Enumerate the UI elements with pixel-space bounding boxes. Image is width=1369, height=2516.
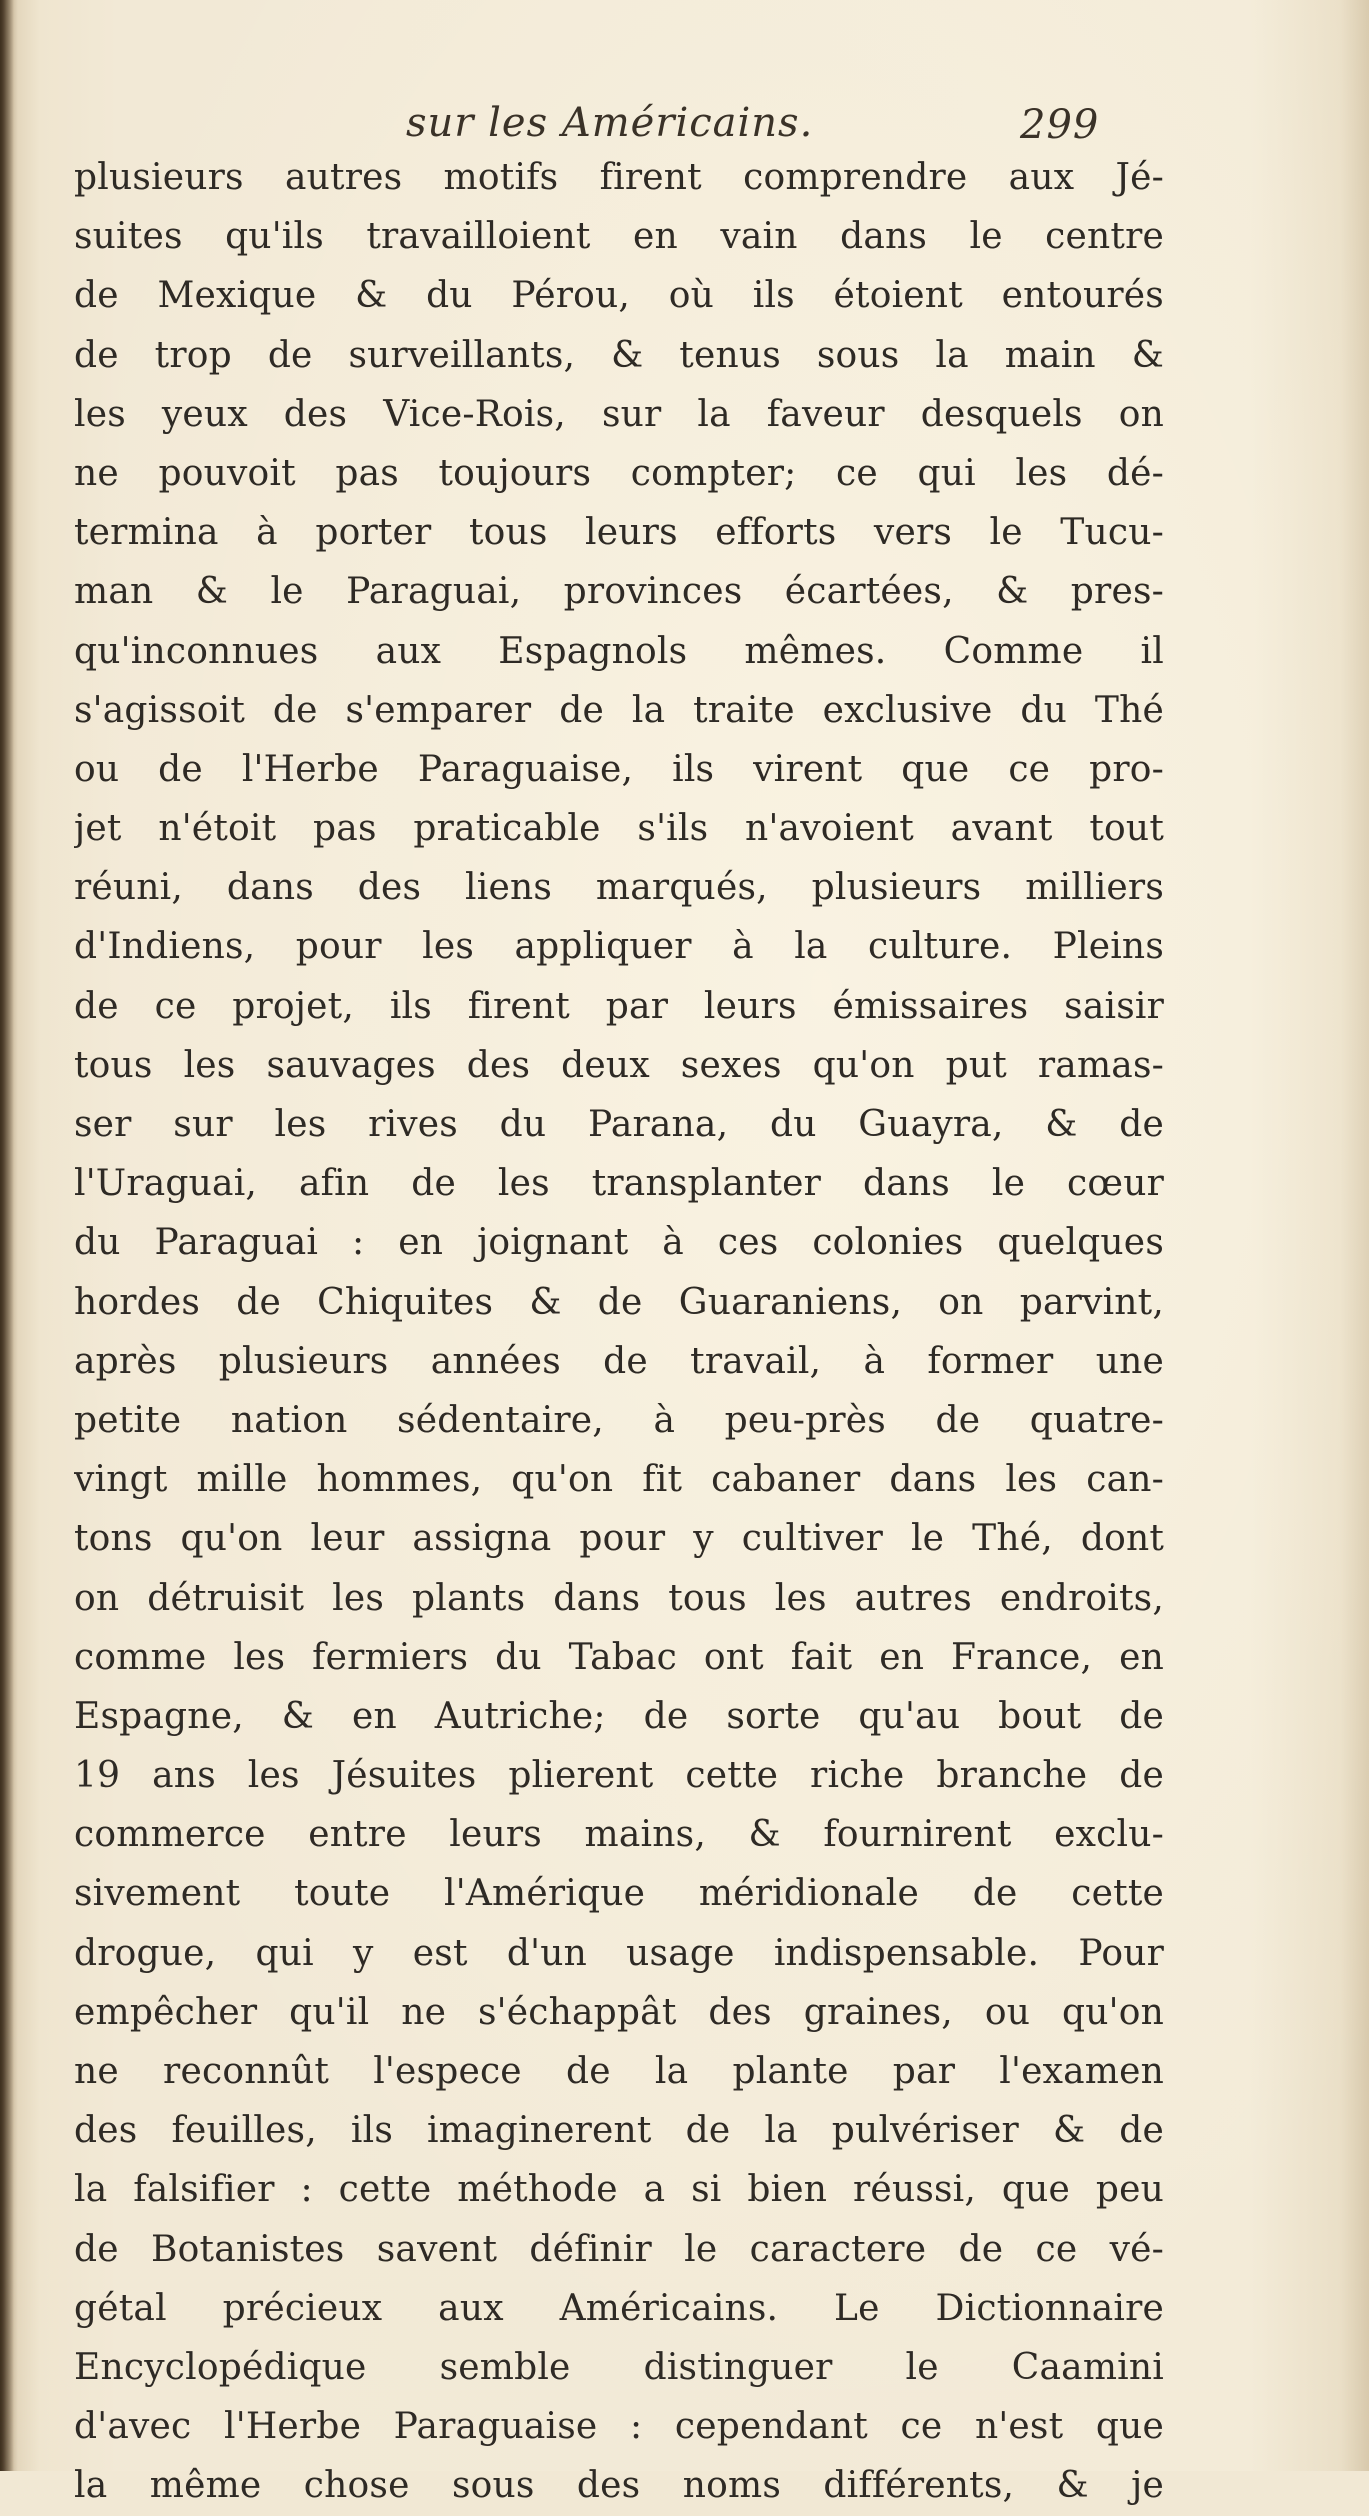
text-line: commerce entre leurs mains, & fournirent exclu- xyxy=(74,1814,1164,1856)
running-title: sur les Américains. xyxy=(406,100,814,146)
text-line: on détruisit les plants dans tous les autres endroits, xyxy=(74,1577,1164,1619)
text-line: drogue, qui y est d'un usage indispensable. Pour xyxy=(74,1932,1164,1974)
text-line: ne pouvoit pas toujours compter; ce qui les dé- xyxy=(74,452,1164,494)
text-line: de Mexique & du Pérou, où ils étoient entourés xyxy=(74,275,1164,317)
text-line: empêcher qu'il ne s'échappât des graines, ou qu'on xyxy=(74,1991,1164,2033)
text-line: 19 ans les Jésuites plierent cette riche branche de xyxy=(74,1755,1164,1797)
text-line: du Paraguai : en joignant à ces colonies quelques xyxy=(74,1222,1164,1264)
text-line: des feuilles, ils imaginerent de la pulvériser & de xyxy=(74,2110,1164,2152)
text-line: les yeux des Vice-Rois, sur la faveur desquels on xyxy=(74,393,1164,435)
text-line: qu'inconnues aux Espagnols mêmes. Comme il xyxy=(74,630,1164,672)
text-line: termina à porter tous leurs efforts vers le Tucu- xyxy=(74,512,1164,554)
text-line: la même chose sous des noms différents, & je xyxy=(74,2465,1164,2507)
text-line: d'avec l'Herbe Paraguaise : cependant ce n'est que xyxy=(74,2406,1164,2448)
text-line: Espagne, & en Autriche; de sorte qu'au bout de xyxy=(74,1695,1164,1737)
text-line: suites qu'ils travailloient en vain dans le centre xyxy=(74,216,1164,258)
page-number: 299 xyxy=(1020,102,1100,148)
text-line: après plusieurs années de travail, à former une xyxy=(74,1340,1164,1382)
text-line: ne reconnût l'espece de la plante par l'examen xyxy=(74,2051,1164,2092)
text-line: l'Uraguai, afin de les transplanter dans le cœur xyxy=(74,1163,1164,1205)
text-line: de trop de surveillants, & tenus sous la main & xyxy=(74,334,1164,376)
text-line: tons qu'on leur assigna pour y cultiver le Thé, dont xyxy=(74,1518,1164,1560)
binding-gutter xyxy=(0,0,14,2471)
text-line: jet n'étoit pas praticable s'ils n'avoient avant tout xyxy=(74,808,1164,850)
text-line: ser sur les rives du Parana, du Guayra, & de xyxy=(74,1104,1164,1145)
text-line: petite nation sédentaire, à peu-près de quatre- xyxy=(74,1399,1164,1441)
text-line: s'agissoit de s'emparer de la traite exclusive du Thé xyxy=(74,689,1164,731)
text-line: de ce projet, ils firent par leurs émissaires saisir xyxy=(74,985,1164,1027)
text-line: plusieurs autres motifs firent comprendre aux Jé- xyxy=(74,157,1164,198)
text-line: Encyclopédique semble distinguer le Caamini xyxy=(74,2346,1164,2388)
text-line: tous les sauvages des deux sexes qu'on put ramas- xyxy=(74,1044,1164,1086)
text-line: sivement toute l'Amérique méridionale de cette xyxy=(74,1873,1164,1915)
text-line: réuni, dans des liens marqués, plusieurs milliers xyxy=(74,867,1164,909)
text-line: de Botanistes savent définir le caractere de ce vé- xyxy=(74,2228,1164,2270)
text-line: ou de l'Herbe Paraguaise, ils virent que ce pro- xyxy=(74,748,1164,790)
text-line: d'Indiens, pour les appliquer à la culture. Pleins xyxy=(74,926,1164,968)
text-line: comme les fermiers du Tabac ont fait en France, en xyxy=(74,1636,1164,1678)
text-line: vingt mille hommes, qu'on fit cabaner dans les can- xyxy=(74,1459,1164,1501)
text-line: gétal précieux aux Américains. Le Dictionnaire xyxy=(74,2287,1164,2329)
body-text xyxy=(74,148,1164,2516)
text-line: hordes de Chiquites & de Guaraniens, on parvint, xyxy=(74,1281,1164,1323)
text-line: man & le Paraguai, provinces écartées, & pres- xyxy=(74,571,1164,613)
text-line: la falsifier : cette méthode a si bien réussi, que peu xyxy=(74,2169,1164,2211)
